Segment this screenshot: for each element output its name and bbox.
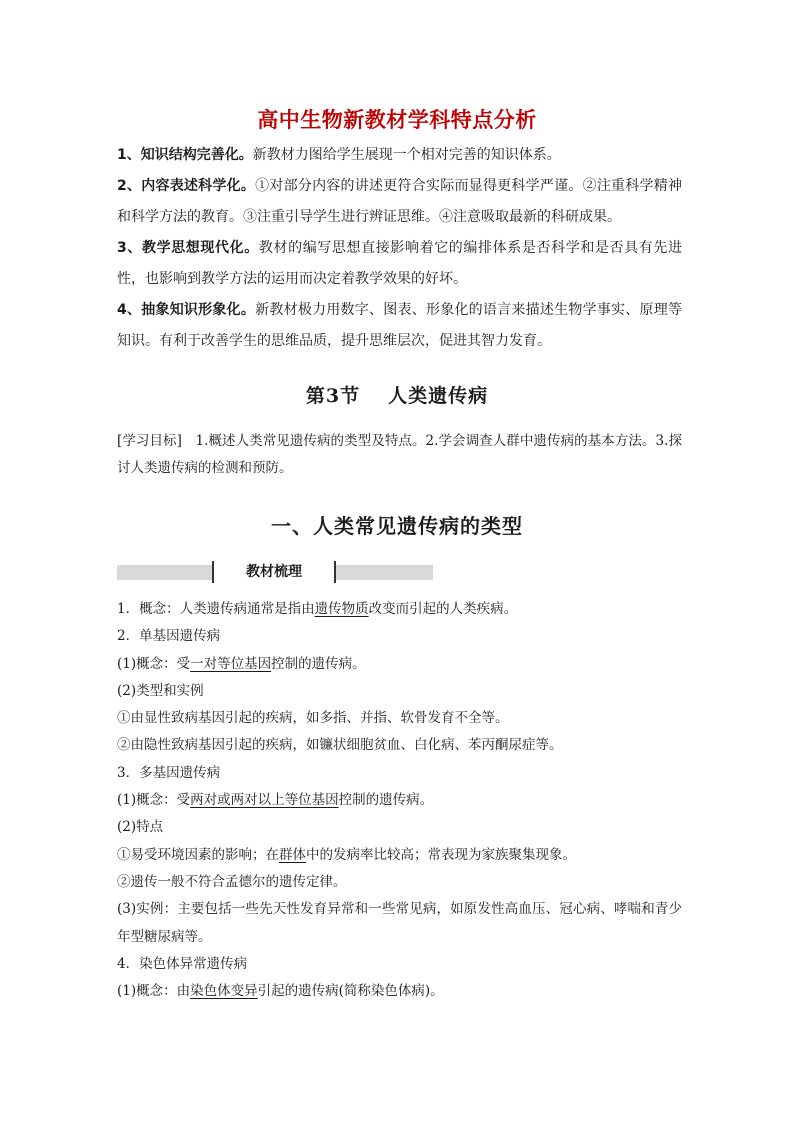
section-heading: [0, 381, 794, 408]
text-run: (1)概念：受: [117, 655, 191, 672]
underlined-term: 群体: [279, 846, 306, 863]
content-line: [117, 651, 682, 678]
content-line: [117, 596, 682, 623]
intro-item-3: [117, 233, 682, 295]
text-run: 中的发病率比较高；常表现为家族聚集现象。: [306, 846, 576, 863]
section-name: 人类遗传病: [388, 385, 489, 407]
text-run: 控制的遗传病。: [338, 792, 434, 809]
section-number: 第3节: [305, 385, 361, 407]
text-run: 1．概念：人类遗传病通常是指由: [117, 601, 315, 617]
intro-keyword: 4、抽象知识形象化。: [117, 302, 256, 318]
text-run: 控制的遗传病。: [271, 655, 366, 672]
text-run: 改变而引起的人类疾病。: [368, 601, 518, 617]
content-line: ②由隐性致病基因引起的疾病，如镰状细胞贫血、白化病、苯丙酮尿症等。: [117, 737, 563, 754]
intro-item-1: [117, 140, 682, 171]
content-body: [117, 596, 682, 1005]
learning-goals: [学习目标] 1.概述人类常见遗传病的类型及特点。2.学会调查人群中遗传病的基本方法。3.探讨人类遗传病的检测和预防。: [117, 433, 682, 476]
subsection-heading: 一、人类常见遗传病的类型: [271, 514, 523, 538]
intro-text: ①对部分内容的讲述更符合实际而显得更科学严谨。②注重科学精神和科学方法的教育。③注重引导学生进行辨证思维。④注意吸取最新的科研成果。: [117, 178, 683, 225]
text-run: ①易受环境因素的影响；在: [117, 846, 279, 863]
underlined-term: 染色体变异: [190, 983, 258, 1000]
page-title: 高中生物新教材学科特点分析: [257, 108, 537, 132]
intro-item-2: [117, 171, 682, 233]
underlined-term: 一对等位基因: [190, 655, 272, 672]
intro-text: 新教材极力用数字、图表、形象化的语言来描述生物学事实、原理等知识。有利于改善学生的思维品质，提升思维层次，促进其智力发育。: [117, 302, 683, 349]
content-line: 2．单基因遗传病: [117, 628, 221, 645]
intro-item-4: [117, 295, 682, 357]
content-line: (2)特点: [117, 819, 164, 836]
section-banner-label: 教材梳理: [212, 561, 336, 583]
text-run: (1)概念：由: [117, 983, 191, 1000]
content-line: ①由显性致病基因引起的疾病，如多指、并指、软骨发育不全等。: [117, 710, 509, 727]
text-run: 引起的遗传病(简称染色体病)。: [257, 983, 444, 1000]
content-line: ②遗传一般不符合孟德尔的遗传定律。: [117, 873, 347, 890]
content-line: [117, 978, 682, 1005]
content-line: [117, 842, 682, 869]
text-run: (1)概念：受: [117, 792, 191, 809]
underlined-term: 两对或两对以上等位基因: [190, 792, 339, 809]
content-line: 3．多基因遗传病: [117, 764, 221, 781]
content-line: [117, 787, 682, 814]
content-line: (3)实例：主要包括一些先天性发育异常和一些常见病，如原发性高血压、冠心病、哮喘和青少年型糖尿病等。: [117, 901, 682, 945]
intro-keyword: 2、内容表述科学化。: [117, 178, 256, 194]
intro-section: [117, 140, 682, 357]
content-line: (2)类型和实例: [117, 682, 204, 699]
intro-text: 教材的编写思想直接影响着它的编排体系是否科学和是否具有先进性，也影响到教学方法的运用而决定着教学效果的好坏。: [117, 240, 682, 287]
intro-text: 新教材力图给学生展现一个相对完善的知识体系。: [252, 147, 561, 163]
content-line: 4．染色体异常遗传病: [117, 955, 248, 972]
underlined-term: 遗传物质: [314, 601, 369, 617]
intro-keyword: 3、教学思想现代化。: [117, 240, 259, 256]
intro-keyword: 1、知识结构完善化。: [117, 147, 253, 163]
